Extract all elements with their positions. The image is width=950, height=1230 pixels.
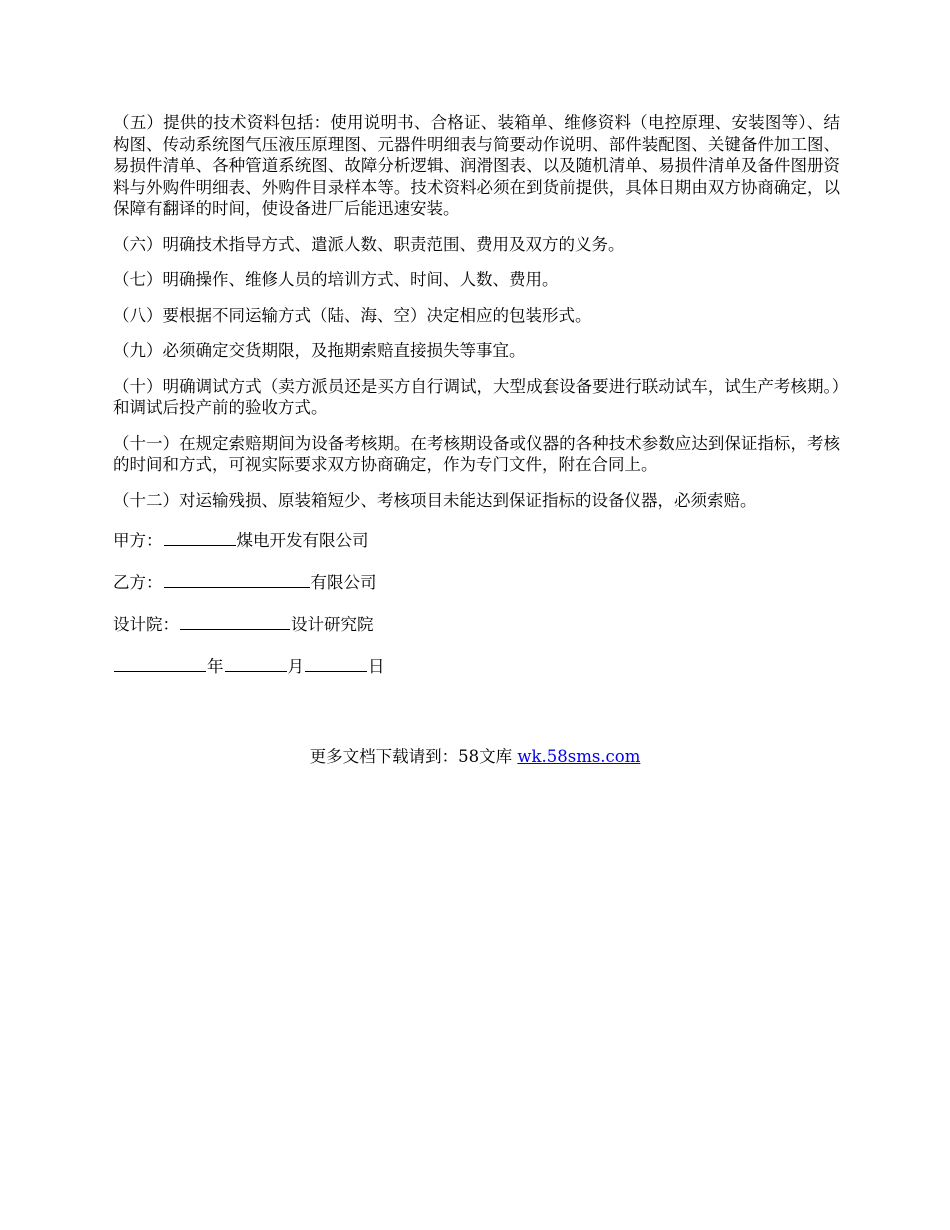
- clause-5: （五）提供的技术资料包括：使用说明书、合格证、装箱单、维修资料（电控原理、安装图等）、结构图、传动系统图气压液压原理图、元器件明细表与简要动作说明、部件装配图、关键备件加工图、易损件清单、各种管道系统图、故障分析逻辑、润滑图表、以及随机清单、易损件清单及备件图册资料与外购件明细表、外购件目录样本等。技术资料必须在到货前提供，具体日期由双方协商确定，以保障有翻译的时间，使设备进厂后能迅速安装。: [113, 113, 840, 218]
- year-blank[interactable]: [114, 655, 206, 672]
- design-label: 设计院：: [113, 615, 179, 634]
- clause-6: （六）明确技术指导方式、遣派人数、职责范围、费用及双方的义务。: [113, 234, 625, 254]
- clause-8: （八）要根据不同运输方式（陆、海、空）决定相应的包装形式。: [113, 305, 592, 325]
- document-body: [113, 112, 840, 697]
- party-a-blank[interactable]: [164, 529, 236, 546]
- party-b-blank[interactable]: [164, 571, 310, 588]
- party-b-label: 乙方：: [113, 573, 163, 592]
- footer: [0, 746, 950, 768]
- party-b-line: [113, 571, 840, 594]
- clause-10: （十）明确调试方式（卖方派员还是买方自行调试，大型成套设备要进行联动试车，试生产考核期。）和调试后投产前的验收方式。: [113, 376, 840, 417]
- year-label: 年: [207, 657, 224, 676]
- party-a-label: 甲方：: [113, 531, 163, 550]
- month-blank[interactable]: [225, 655, 287, 672]
- party-b-suffix: 有限公司: [310, 573, 377, 592]
- date-line: [113, 655, 840, 678]
- clause-12: （十二）对运输残损、原装箱短少、考核项目未能达到保证指标的设备仪器，必须索赔。: [113, 490, 757, 510]
- clause-7: （七）明确操作、维修人员的培训方式、时间、人数、费用。: [113, 270, 559, 289]
- design-blank[interactable]: [180, 613, 290, 630]
- day-label: 日: [368, 657, 385, 676]
- footer-text: 更多文档下载请到：58文库: [309, 747, 518, 766]
- party-a-suffix: 煤电开发有限公司: [236, 531, 369, 550]
- clause-9: （九）必须确定交货期限，及拖期索赔直接损失等事宜。: [113, 341, 526, 360]
- day-blank[interactable]: [305, 655, 367, 672]
- design-institute-line: [113, 613, 840, 636]
- design-suffix: 设计研究院: [291, 615, 374, 634]
- party-a-line: [113, 529, 840, 552]
- month-label: 月: [287, 657, 304, 676]
- clause-11: （十一）在规定索赔期间为设备考核期。在考核期设备或仪器的各种技术参数应达到保证指标，考核的时间和方式，可视实际要求双方协商确定，作为专门文件，附在合同上。: [113, 433, 840, 474]
- footer-link[interactable]: wk.58sms.com: [517, 747, 641, 766]
